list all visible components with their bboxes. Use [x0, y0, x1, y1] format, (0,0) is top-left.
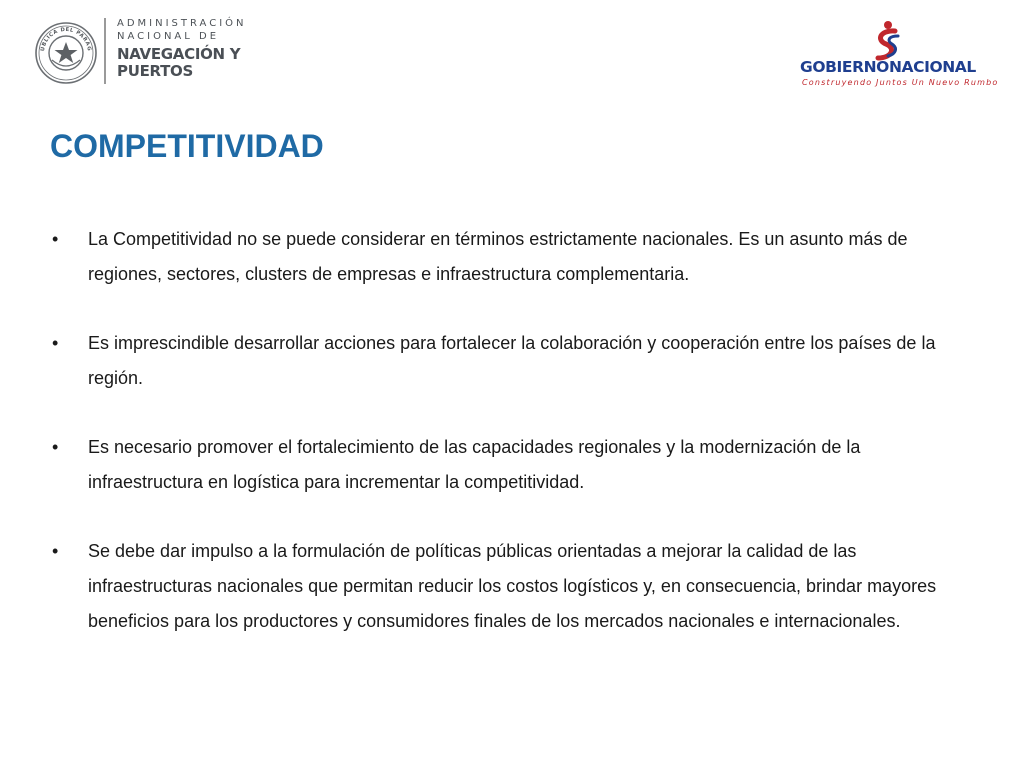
gov-name-part1: GOBIERNO: [800, 58, 889, 76]
slide-header: [0, 0, 1024, 100]
agency-name-line1: ADMINISTRACIÓN: [117, 18, 247, 29]
bullet-item: [50, 222, 980, 292]
agency-divider: [104, 18, 106, 84]
bullet-list: [50, 222, 980, 673]
gov-tagline: Construyendo Juntos Un Nuevo Rumbo: [802, 78, 999, 87]
seal-icon: [32, 20, 100, 86]
agency-name: [117, 17, 247, 80]
bullet-dot-icon: •: [52, 437, 59, 457]
bullet-text: La Competitividad no se puede considerar en términos estrictamente nacionales. Es un asunto más de regiones, sectores, clusters de empresas e infraestructura complementaria.: [88, 229, 908, 284]
agency-name-line2: NACIONAL DE: [117, 31, 220, 42]
bullet-text: Es imprescindible desarrollar acciones para fortalecer la colaboración y cooperación entre los países de la región.: [88, 333, 936, 388]
bullet-text: Es necesario promover el fortalecimiento de las capacidades regionales y la modernización de la infraestructura en logística para incrementar la competitividad.: [88, 437, 861, 492]
bullet-dot-icon: •: [52, 541, 59, 561]
svg-text:REPÚBLICA DEL PARAGUAY: ÚBLICA DEL PARAG: [39, 26, 93, 52]
gobierno-nacional-wordmark: [800, 58, 976, 76]
bullet-text: Se debe dar impulso a la formulación de políticas públicas orientadas a mejorar la calidad de las infraestructuras nacionales que permitan reducir los costos logísticos y, en consecuencia, brindar mayores beneficios para los productores y consumidores finales de los mercados nacionales e internacionales.: [88, 541, 937, 631]
slide-title: COMPETITIVIDAD: [50, 128, 324, 164]
bullet-dot-icon: •: [52, 229, 59, 249]
gov-name-part2: NACIONAL: [888, 58, 976, 76]
bullet-item: [50, 326, 980, 396]
paraguay-seal-logo: [32, 20, 100, 86]
bullet-item: [50, 534, 980, 639]
gobierno-nacional-logo: [798, 20, 999, 90]
bullet-item: [50, 430, 980, 500]
agency-name-line3: NAVEGACIÓN Y: [117, 45, 241, 63]
agency-name-line4: PUERTOS: [117, 62, 193, 80]
bullet-dot-icon: •: [52, 333, 59, 353]
